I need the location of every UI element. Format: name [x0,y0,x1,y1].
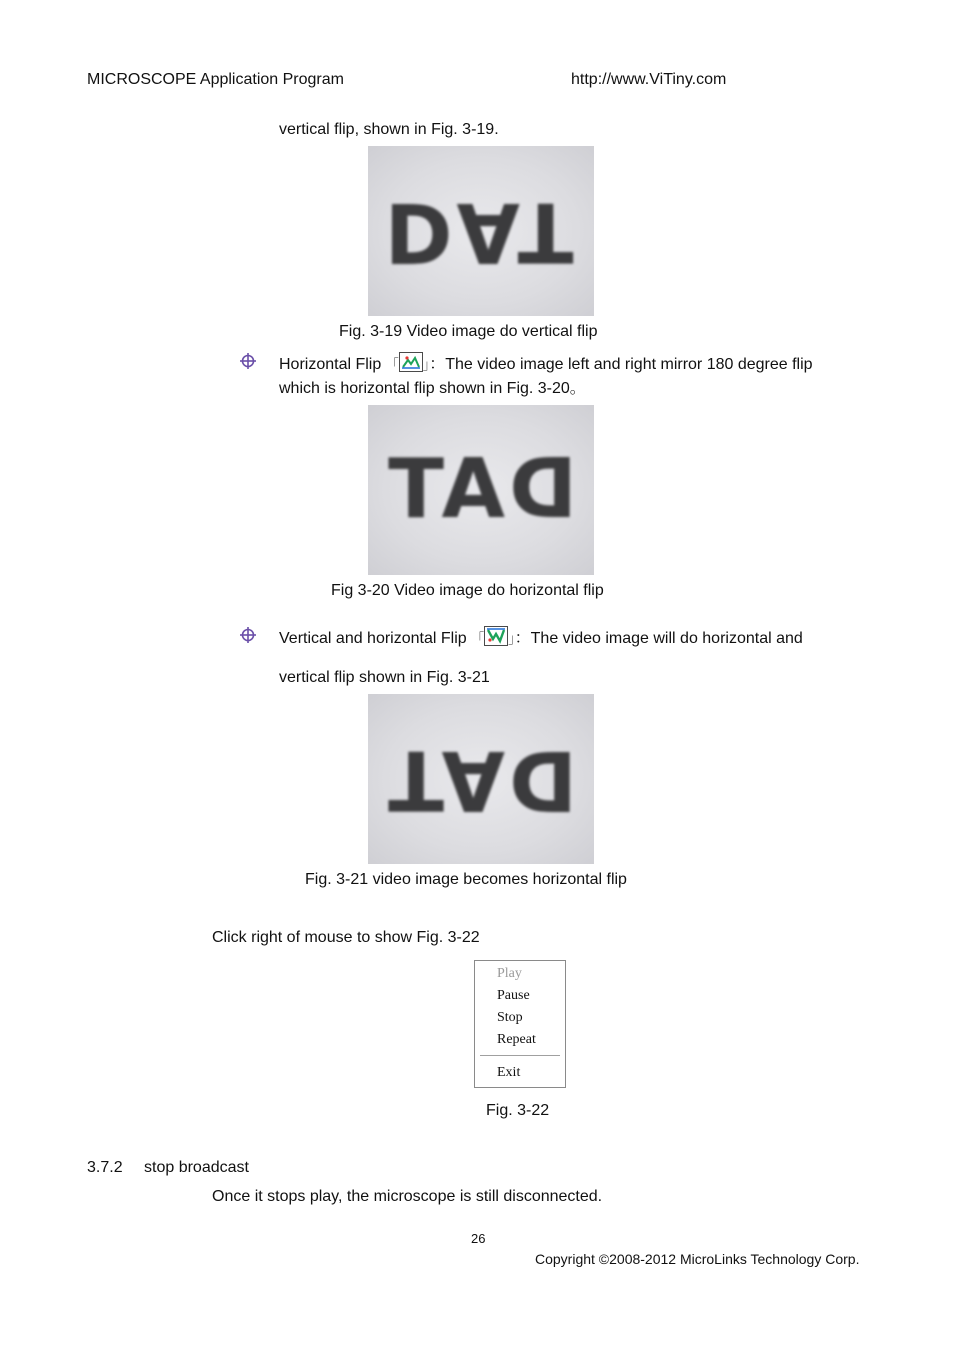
fig-3-20-image-text: DAT [384,442,578,537]
crosshair-bullet-icon [240,353,256,369]
bullet-horizontal-flip-label: Horizontal Flip [279,356,382,373]
bullet-vertical-horizontal-flip-line2: vertical flip shown in Fig. 3-21 [279,669,490,686]
fig-3-21-image [368,694,594,864]
bullet-horizontal-flip [279,352,813,375]
fig-3-21-image-text: DAT [384,732,578,827]
paragraph-right-click: Click right of mouse to show Fig. 3-22 [212,929,480,946]
menu-item-stop[interactable]: Stop [497,1010,523,1025]
menu-item-repeat[interactable]: Repeat [497,1032,536,1047]
page-number: 26 [471,1231,486,1246]
fig-3-19-image [368,146,594,316]
fig-3-19-image-text: DAT [384,184,578,279]
fig-3-20-caption: Fig 3-20 Video image do horizontal flip [331,582,604,599]
bullet-vertical-horizontal-flip-label: Vertical and horizontal Flip [279,630,467,647]
header-url[interactable]: http://www.ViTiny.com [571,71,727,88]
open-bracket: 「 [471,631,485,646]
paragraph-vertical-flip: vertical flip, shown in Fig. 3-19. [279,121,499,138]
open-bracket: 「 [385,357,399,372]
menu-item-exit[interactable]: Exit [497,1065,521,1080]
bullet-vertical-horizontal-flip [279,626,803,649]
menu-separator [480,1055,560,1057]
fig-3-21-caption: Fig. 3-21 video image becomes horizontal flip [305,871,627,888]
close-bracket: 」 [508,631,515,646]
crosshair-bullet-icon [240,627,256,643]
horizontal-flip-tool-icon [399,352,423,372]
section-body: Once it stops play, the microscope is still disconnected. [212,1188,603,1205]
context-menu [474,960,566,1088]
section-title: stop broadcast [144,1159,249,1176]
header-title: MICROSCOPE Application Program [87,71,344,88]
vertical-horizontal-flip-tool-icon [484,626,508,646]
section-number: 3.7.2 [87,1159,123,1176]
fig-3-22-caption: Fig. 3-22 [486,1102,550,1119]
menu-item-play[interactable]: Play [497,966,522,981]
bullet-horizontal-flip-desc: ：The video image left and right mirror 180 degree flip [429,356,813,373]
bullet-vertical-horizontal-flip-desc: ：The video image will do horizontal and [514,630,803,647]
copyright-notice: Copyright ©2008-2012 MicroLinks Technology Corp. [535,1251,860,1267]
close-bracket: 」 [422,357,430,372]
bullet-horizontal-flip-line2: which is horizontal flip shown in Fig. 3-20。 [279,380,586,397]
fig-3-20-image [368,405,594,575]
fig-3-19-caption: Fig. 3-19 Video image do vertical flip [339,323,598,340]
menu-item-pause[interactable]: Pause [497,988,530,1003]
